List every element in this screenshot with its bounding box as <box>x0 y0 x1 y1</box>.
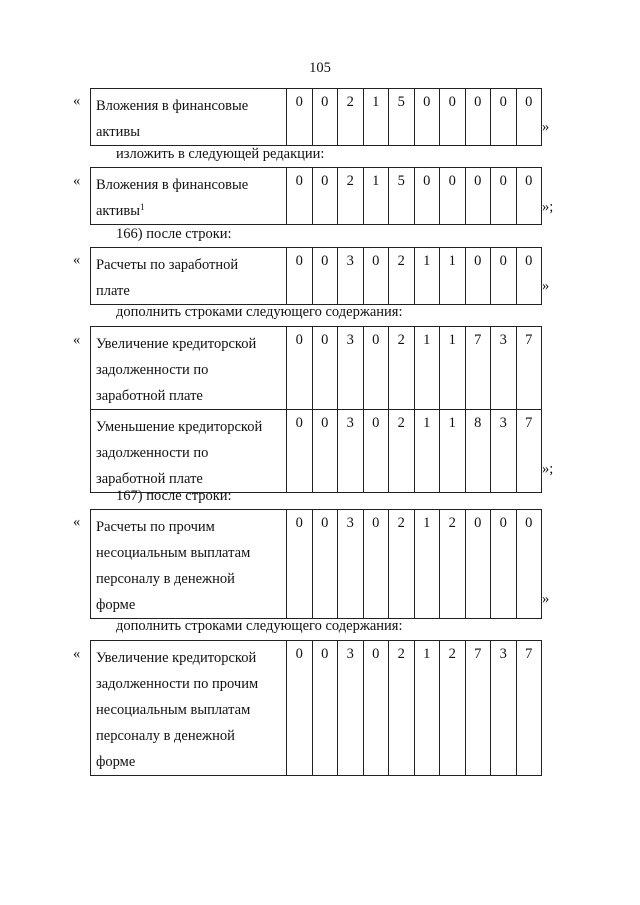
item-name-line: Вложения в финансовые <box>96 177 249 193</box>
code-digit: 0 <box>491 168 517 225</box>
code-digit: 3 <box>338 510 364 619</box>
table-row <box>91 248 542 305</box>
item-name <box>91 89 287 146</box>
code-digit: 7 <box>465 327 491 410</box>
item-name-line: Расчеты по прочим <box>96 519 215 535</box>
page-number: 105 <box>309 60 331 76</box>
item-name <box>91 327 287 410</box>
quote-close: » <box>542 278 550 294</box>
code-digit: 2 <box>338 168 364 225</box>
code-digit: 0 <box>363 410 389 493</box>
code-digit: 2 <box>338 89 364 146</box>
code-digit: 0 <box>465 248 491 305</box>
code-digit: 1 <box>363 168 389 225</box>
table-row <box>91 510 542 619</box>
item-name <box>91 410 287 493</box>
code-digit: 0 <box>287 89 313 146</box>
code-digit: 0 <box>287 168 313 225</box>
code-digit: 0 <box>312 168 338 225</box>
code-digit: 3 <box>491 641 517 776</box>
code-table-1 <box>90 88 542 146</box>
quote-open: « <box>73 93 81 109</box>
item-name-line: персоналу в денежной <box>96 728 235 744</box>
code-digit: 2 <box>389 510 415 619</box>
code-digit: 0 <box>363 327 389 410</box>
table-row <box>91 168 542 225</box>
code-digit: 1 <box>414 641 440 776</box>
code-digit: 2 <box>389 327 415 410</box>
item-name-line: задолженности по <box>96 445 209 461</box>
code-digit: 5 <box>389 89 415 146</box>
code-digit: 0 <box>287 410 313 493</box>
item-name-line: заработной плате <box>96 471 203 487</box>
code-digit: 0 <box>312 89 338 146</box>
code-digit: 0 <box>363 510 389 619</box>
code-digit: 3 <box>491 327 517 410</box>
code-table-4 <box>90 326 542 493</box>
code-digit: 3 <box>338 641 364 776</box>
code-digit: 3 <box>338 327 364 410</box>
code-digit: 3 <box>338 248 364 305</box>
item-name-line: заработной плате <box>96 388 203 404</box>
code-digit: 1 <box>414 410 440 493</box>
quote-open: « <box>73 173 81 189</box>
item-name-line: Увеличение кредиторской <box>96 650 257 666</box>
quote-open: « <box>73 332 81 348</box>
item-name-line: персоналу в денежной <box>96 571 235 587</box>
item-name-line: Уменьшение кредиторской <box>96 419 263 435</box>
code-digit: 0 <box>516 89 542 146</box>
quote-open: « <box>73 646 81 662</box>
code-digit: 0 <box>287 510 313 619</box>
item-name-line: несоциальным выплатам <box>96 702 251 718</box>
footnote-marker: 1 <box>139 202 145 212</box>
code-digit: 0 <box>516 510 542 619</box>
code-digit: 0 <box>312 641 338 776</box>
code-digit: 0 <box>414 89 440 146</box>
code-digit: 2 <box>389 248 415 305</box>
code-table-6 <box>90 640 542 776</box>
item-name <box>91 641 287 776</box>
quote-close: » <box>542 119 550 135</box>
code-digit: 0 <box>440 168 466 225</box>
quote-close: »; <box>542 199 554 215</box>
code-digit: 1 <box>414 327 440 410</box>
paragraph-edit-instruction: изложить в следующей редакции: <box>116 146 325 162</box>
code-digit: 0 <box>465 510 491 619</box>
code-digit: 0 <box>414 168 440 225</box>
code-digit: 0 <box>287 641 313 776</box>
code-digit: 0 <box>491 89 517 146</box>
quote-open: « <box>73 514 81 530</box>
code-digit: 0 <box>516 248 542 305</box>
code-digit: 0 <box>491 248 517 305</box>
item-name-line: плате <box>96 283 130 299</box>
code-table-3 <box>90 247 542 305</box>
code-digit: 7 <box>516 410 542 493</box>
item-name-line: задолженности по <box>96 362 209 378</box>
code-digit: 0 <box>491 510 517 619</box>
code-digit: 0 <box>516 168 542 225</box>
code-digit: 3 <box>338 410 364 493</box>
code-digit: 7 <box>465 641 491 776</box>
code-digit: 0 <box>363 641 389 776</box>
code-digit: 3 <box>491 410 517 493</box>
code-digit: 8 <box>465 410 491 493</box>
table-row <box>91 641 542 776</box>
table-row <box>91 327 542 410</box>
code-digit: 0 <box>363 248 389 305</box>
code-digit: 1 <box>363 89 389 146</box>
item-name-line: форме <box>96 754 136 770</box>
quote-close: »; <box>542 461 554 477</box>
code-digit: 1 <box>440 248 466 305</box>
item-name <box>91 510 287 619</box>
code-table-2 <box>90 167 542 225</box>
code-digit: 0 <box>287 327 313 410</box>
code-digit: 2 <box>440 641 466 776</box>
code-digit: 0 <box>465 168 491 225</box>
paragraph-add-rows: дополнить строками следующего содержания: <box>116 618 403 634</box>
item-name-line: активы <box>96 203 140 219</box>
item-name-line: активы <box>96 124 140 140</box>
code-digit: 2 <box>389 410 415 493</box>
item-name-line: задолженности по прочим <box>96 676 259 692</box>
item-name-line: Расчеты по заработной <box>96 257 239 273</box>
code-digit: 1 <box>440 327 466 410</box>
code-digit: 0 <box>312 510 338 619</box>
code-digit: 0 <box>287 248 313 305</box>
code-digit: 0 <box>465 89 491 146</box>
item-name-line: Вложения в финансовые <box>96 98 249 114</box>
code-digit: 0 <box>312 248 338 305</box>
code-table-5 <box>90 509 542 619</box>
code-digit: 1 <box>440 410 466 493</box>
code-digit: 0 <box>312 410 338 493</box>
quote-close: » <box>542 591 550 607</box>
item-name-line: Увеличение кредиторской <box>96 336 257 352</box>
paragraph-167: 167) после строки: <box>116 488 232 504</box>
paragraph-166: 166) после строки: <box>116 226 232 242</box>
code-digit: 1 <box>414 248 440 305</box>
code-digit: 2 <box>440 510 466 619</box>
table-row <box>91 410 542 493</box>
code-digit: 5 <box>389 168 415 225</box>
code-digit: 7 <box>516 641 542 776</box>
item-name <box>91 168 287 225</box>
paragraph-add-rows: дополнить строками следующего содержания: <box>116 304 403 320</box>
code-digit: 0 <box>312 327 338 410</box>
code-digit: 2 <box>389 641 415 776</box>
item-name-line: форме <box>96 597 136 613</box>
item-name <box>91 248 287 305</box>
code-digit: 7 <box>516 327 542 410</box>
table-row <box>91 89 542 146</box>
item-name-line: несоциальным выплатам <box>96 545 251 561</box>
code-digit: 0 <box>440 89 466 146</box>
quote-open: « <box>73 252 81 268</box>
code-digit: 1 <box>414 510 440 619</box>
